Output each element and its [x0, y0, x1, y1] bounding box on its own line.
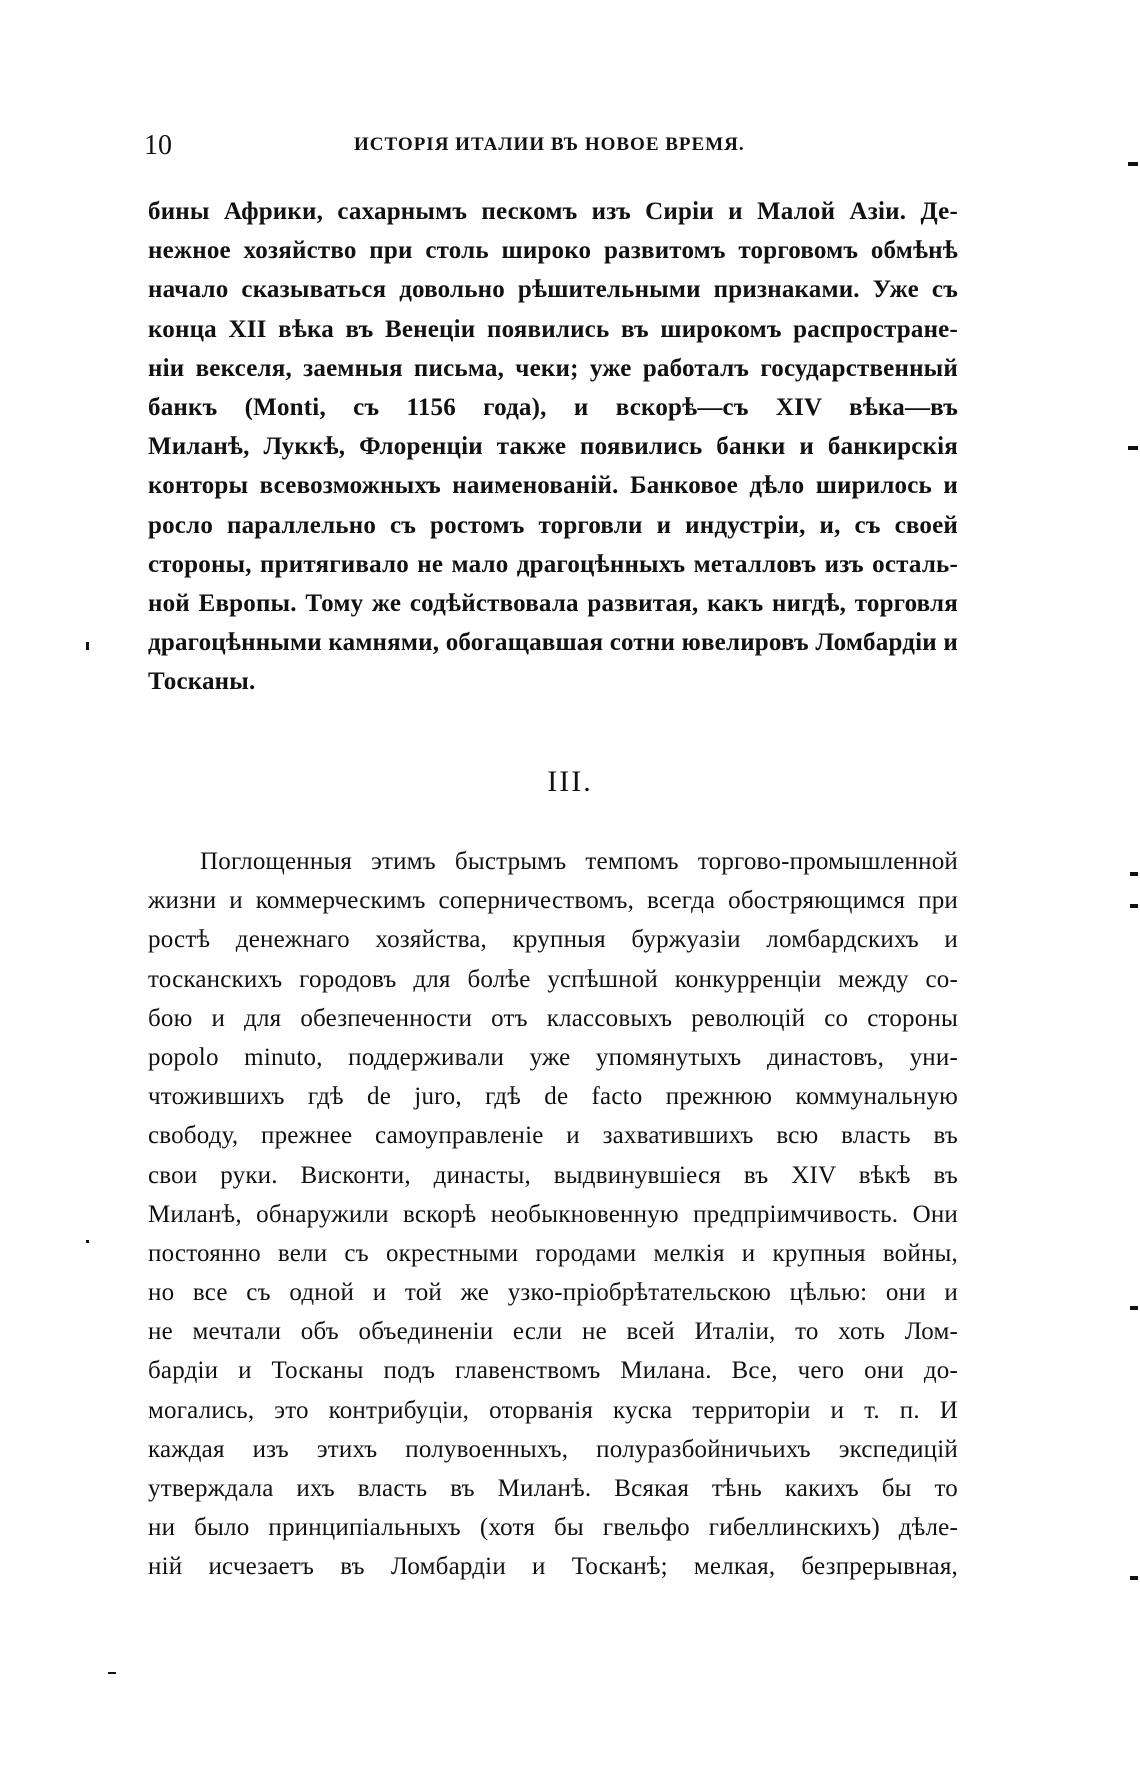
text-line: Поглощенныя этимъ быстрымъ темпомъ торгово-промышленной	[200, 848, 958, 875]
text-line: могались, это контрибуціи, оторванія куска территоріи и т. п. И	[148, 1396, 958, 1424]
text-line: ній исчезаетъ въ Ломбардіи и Тосканѣ; мелкая, безпрерывная,	[148, 1553, 958, 1581]
text-line: popolo minuto, поддерживали уже упомянутыхъ династовъ, уни-	[148, 1043, 958, 1071]
page-number: 10	[144, 130, 172, 161]
text-line: ніи векселя, заемныя письма, чеки; уже работалъ государственный	[148, 354, 958, 382]
scan-mark	[86, 642, 89, 650]
scan-mark	[1130, 872, 1138, 876]
section-heading: III.	[547, 765, 593, 798]
scan-mark	[108, 1672, 116, 1674]
text-line: каждая изъ этихъ полувоенныхъ, полуразбойничьихъ экспедицій	[148, 1435, 958, 1463]
text-line: не мечтали объ объединеніи если не всей Италіи, то хоть Лом-	[148, 1318, 958, 1346]
text-line: Миланѣ, Луккѣ, Флоренціи также появились банки и банкирскія	[148, 433, 958, 461]
text-line: ни было принципіальныхъ (хотя бы гвельфо гибеллинскихъ) дѣле-	[148, 1514, 958, 1542]
text-line: тосканскихъ городовъ для болѣе успѣшной конкурренціи между со-	[148, 965, 958, 993]
text-line: бины Африки, сахарнымъ пескомъ изъ Сиріи и Малой Азіи. Де-	[148, 198, 958, 225]
text-line: Тосканы.	[148, 668, 256, 696]
text-line: нежное хозяйство при столь широко развитомъ торговомъ обмѣнѣ	[148, 237, 958, 265]
text-line: стороны, притягивало не мало драгоцѣнныхъ металловъ изъ осталь-	[148, 550, 958, 578]
text-line: постоянно вели съ окрестными городами мелкія и крупныя войны,	[148, 1239, 958, 1267]
text-line: ной Европы. Тому же содѣйствовала развитая, какъ нигдѣ, торговля	[148, 589, 958, 617]
paragraph-banking	[148, 192, 958, 701]
scan-mark	[1130, 1306, 1138, 1310]
scan-mark	[1128, 162, 1138, 166]
text-line: конца XII вѣка въ Венеціи появились въ широкомъ распростране-	[148, 315, 958, 343]
paragraph-visconti	[148, 842, 958, 1587]
text-line: свободу, прежнее самоуправленіе и захватившихъ всю власть въ	[148, 1122, 958, 1150]
text-line: свои руки. Висконти, династы, выдвинувшіеся въ XIV вѣкѣ въ	[148, 1161, 958, 1189]
text-line: бою и для обезпеченности отъ классовыхъ революцій со стороны	[148, 1004, 958, 1032]
text-line: ростѣ денежнаго хозяйства, крупныя буржуазіи ломбардскихъ и	[148, 926, 958, 954]
text-line: но все съ одной и той же узко-пріобрѣтательскою цѣлью: они и	[148, 1279, 958, 1307]
scan-mark	[1128, 446, 1138, 450]
text-line: конторы всевозможныхъ наименованій. Банковое дѣло ширилось и	[148, 472, 958, 500]
scan-mark	[1130, 904, 1138, 908]
text-line: начало сказываться довольно рѣшительными признаками. Уже съ	[148, 276, 958, 304]
running-title: ИСТОРІЯ ИТАЛИИ ВЪ НОВОЕ ВРЕМЯ.	[354, 134, 745, 155]
text-line: утверждала ихъ власть въ Миланѣ. Всякая тѣнь какихъ бы то	[148, 1475, 958, 1502]
text-line: бардіи и Тосканы подъ главенствомъ Милана. Все, чего они до-	[148, 1357, 958, 1385]
text-line: росло параллельно съ ростомъ торговли и индустріи, и, съ своей	[148, 511, 958, 539]
page-header	[144, 126, 959, 166]
scan-mark	[1130, 1576, 1138, 1580]
scan-mark	[86, 1240, 89, 1243]
text-line: жизни и коммерческимъ соперничествомъ, всегда обостряющимся при	[148, 887, 958, 915]
text-line: чтожившихъ гдѣ de juro, гдѣ de facto прежнюю коммунальную	[148, 1083, 958, 1111]
text-line: Миланѣ, обнаружили вскорѣ необыкновенную предпріимчивость. Они	[148, 1200, 958, 1228]
text-line: драгоцѣнными камнями, обогащавшая сотни ювелировъ Ломбардіи и	[148, 629, 958, 657]
text-line: банкъ (Monti, съ 1156 года), и вскорѣ—съ XIV вѣка—въ	[148, 393, 958, 421]
